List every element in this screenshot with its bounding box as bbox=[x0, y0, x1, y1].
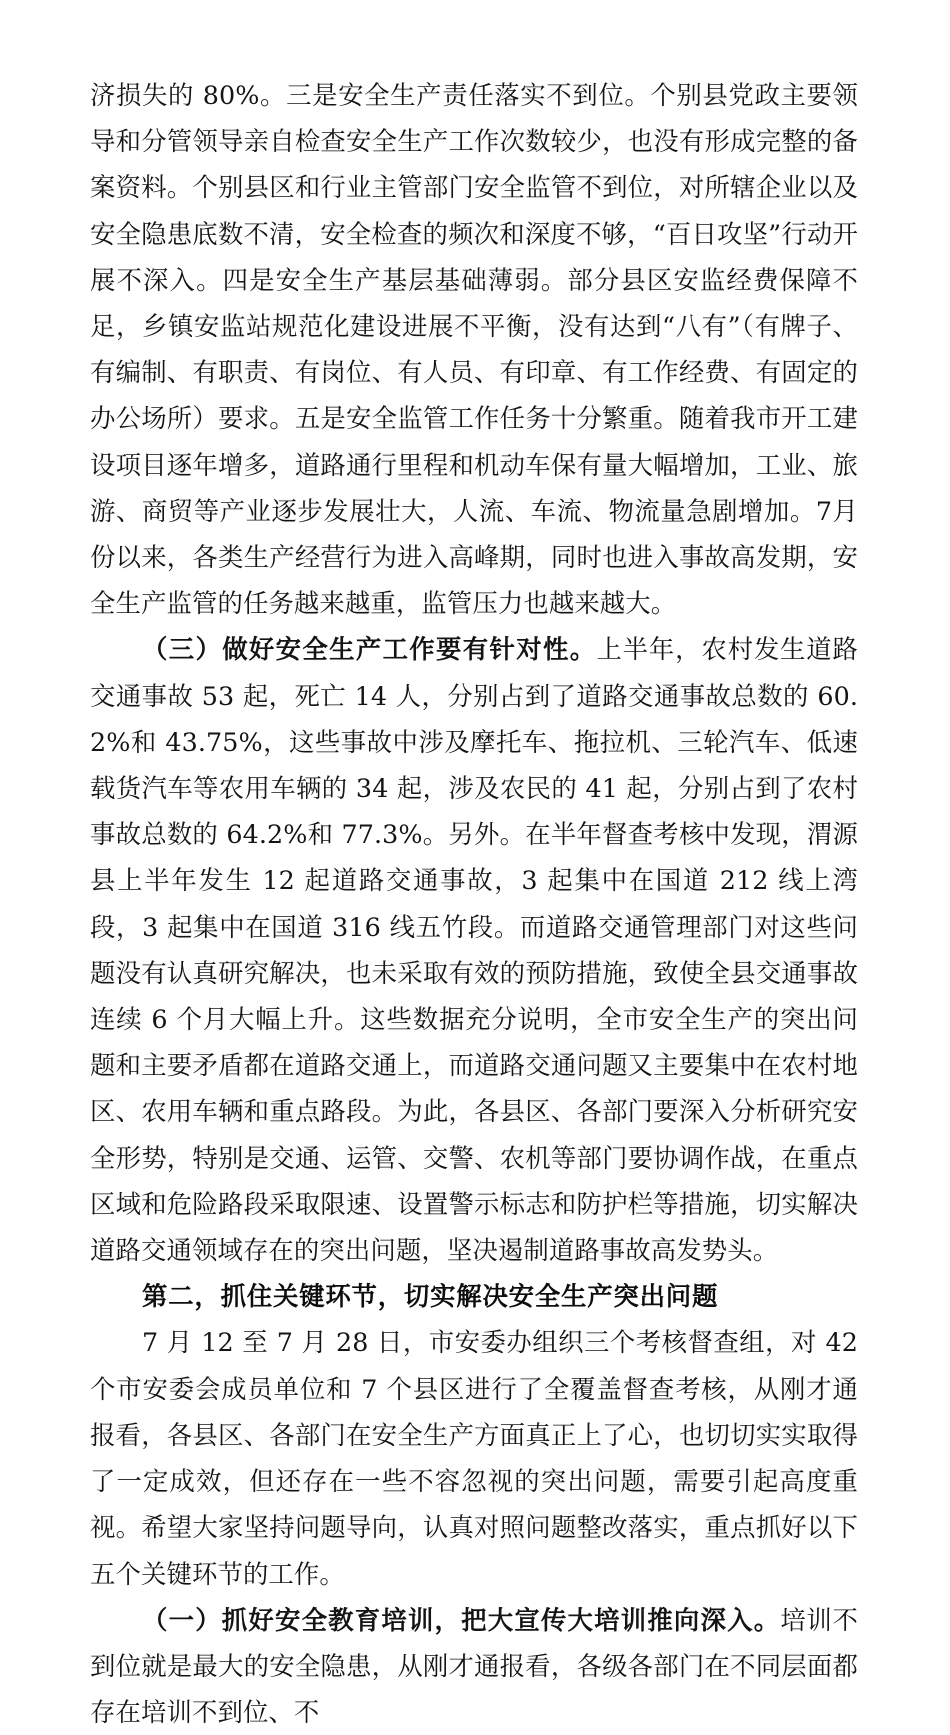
paragraph-targeted-safety-work bbox=[90, 626, 858, 1273]
run-in-heading-item-one: （一）抓好安全教育培训，把大宣传大培训推向深入。 bbox=[142, 1604, 781, 1635]
paragraph-safety-education-training bbox=[90, 1597, 858, 1735]
paragraph-inspection-summary: 7 月 12 至 7 月 28 日，市安委办组织三个考核督查组，对 42 个市安委会成员单位和 7 个县区进行了全覆盖督查考核，从刚才通报看，各县区、各部门在安全生产方面真正上了心，也切切实实取得了一定成效，但还存在一些不容忽视的突出问题，需要引起高度重视。希望大家坚持问题导向，认真对照问题整改落实，重点抓好以下五个关键环节的工作。 bbox=[90, 1327, 858, 1589]
document-text-body bbox=[90, 72, 858, 1735]
run-in-heading-section-three: （三）做好安全生产工作要有针对性。 bbox=[142, 634, 597, 665]
paragraph-body-text: 培训不到位就是最大的安全隐患，从刚才通报看，各级各部门在不同层面都存在培训不到位、不 bbox=[90, 1604, 858, 1728]
paragraph-continued-safety-responsibility: 济损失的 80%。三是安全生产责任落实不到位。个别县党政主要领导和分管领导亲自检查安全生产工作次数较少，也没有形成完整的备案资料。个别县区和行业主管部门安全监管不到位，对所辖企业以及安全隐患底数不清，安全检查的频次和深度不够，“百日攻坚”行动开展不深入。四是安全生产基层基础薄弱。部分县区安监经费保障不足，乡镇安监站规范化建设进展不平衡，没有达到“八有”（有牌子、有编制、有职责、有岗位、有人员、有印章、有工作经费、有固定的办公场所）要求。五是安全监管工作任务十分繁重。随着我市开工建设项目逐年增多，道路通行里程和机动车保有量大幅增加，工业、旅游、商贸等产业逐步发展壮大，人流、车流、物流量急剧增加。7月份以来，各类生产经营行为进入高峰期，同时也进入事故高发期，安全生产监管的任务越来越重，监管压力也越来越大。 bbox=[90, 80, 858, 619]
paragraph-body-text: 上半年，农村发生道路交通事故 53 起，死亡 14 人，分别占到了道路交通事故总数的 60.2%和 43.75%，这些事故中涉及摩托车、拖拉机、三轮汽车、低速载货汽车等农用车辆的 34 起，涉及农民的 41 起，分别占到了农村事故总数的 64.2%和 77.3%。另外。在半年督查考核中发现，渭源县上半年发生 12 起道路交通事故，3 起集中在国道 212 线上湾段，3 起集中在国道 316 线五竹段。而道路交通管理部门对这些问题没有认真研究解决，也未采取有效的预防措施，致使全县交通事故连续 6 个月大幅上升。这些数据充分说明，全市安全生产的突出问题和主要矛盾都在道路交通上，而道路交通问题又主要集中在农村地区、农用车辆和重点路段。为此，各县区、各部门要深入分析研究安全形势，特别是交通、运管、交警、农机等部门要协调作战，在重点区域和危险路段采取限速、设置警示标志和防护栏等措施，切实解决道路交通领域存在的突出问题，坚决遏制道路事故高发势头。 bbox=[90, 634, 859, 1266]
section-heading-part-two: 第二，抓住关键环节，切实解决安全生产突出问题 bbox=[142, 1281, 719, 1312]
